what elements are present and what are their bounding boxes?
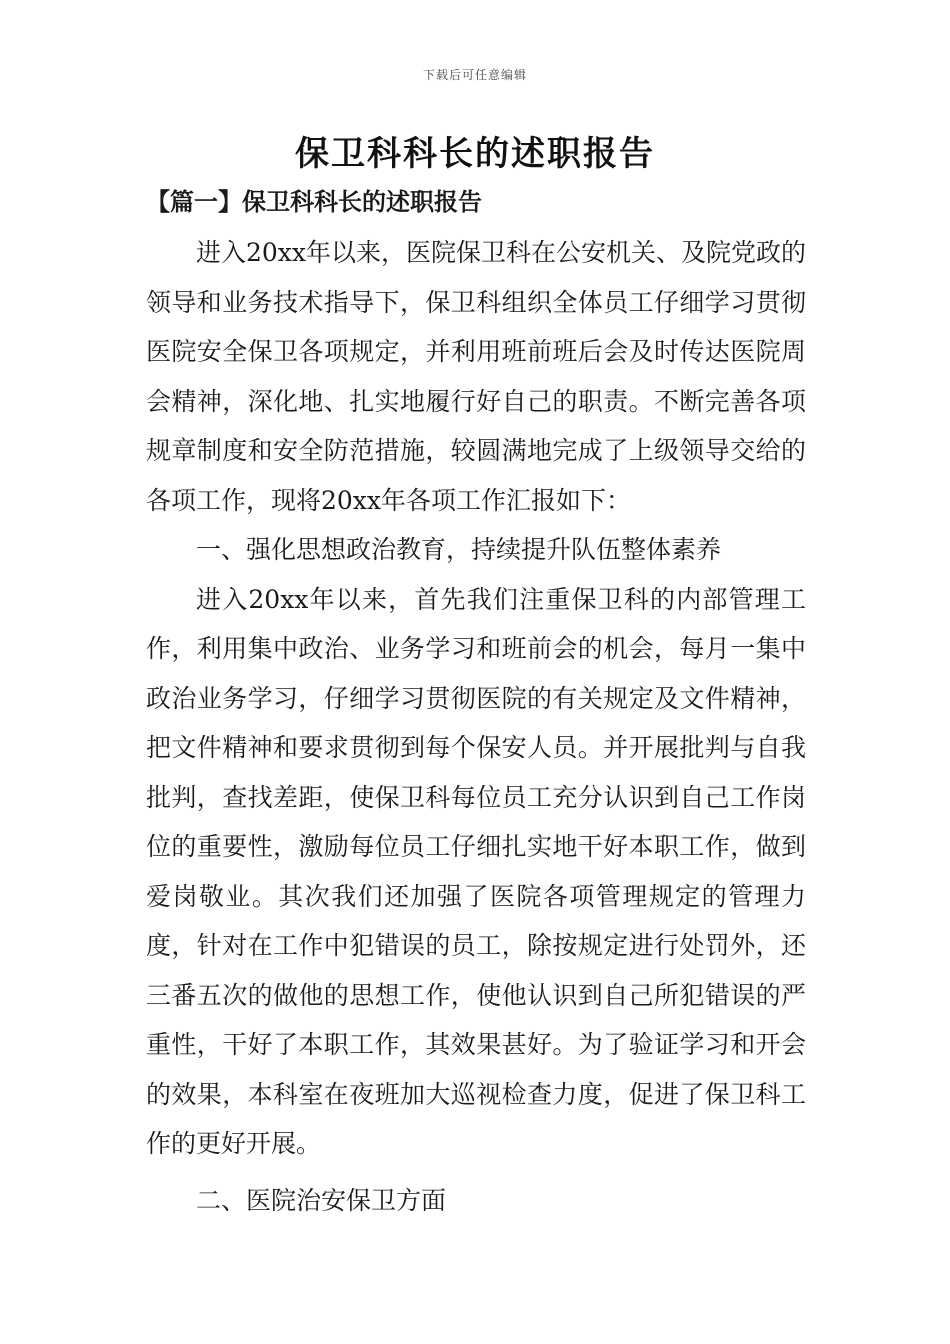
- section-heading-2: 二、医院治安保卫方面: [196, 1185, 447, 1215]
- section-subtitle: 【篇一】保卫科科长的述职报告: [146, 187, 482, 216]
- paragraph-section-1: 进入20xx年以来，首先我们注重保卫科的内部管理工作，利用集中政治、业务学习和班前会的机会，每月一集中政治业务学习，仔细学习贯彻医院的有关规定及文件精神，把文件精神和要求贯彻到每个保安人员。并开展批判与自我批判，查找差距，使保卫科每位员工充分认识到自己工作岗位的重要性，激励每位员工仔细扎实地干好本职工作，做到爱岗敬业。其次我们还加强了医院各项管理规定的管理力度，针对在工作中犯错误的员工，除按规定进行处罚外，还三番五次的做他的思想工作，使他认识到自己所犯错误的严重性，干好了本职工作，其效果甚好。为了验证学习和开会的效果，本科室在夜班加大巡视检查力度，促进了保卫科工作的更好开展。: [146, 584, 806, 1158]
- section-heading-1: 一、强化思想政治教育，持续提升队伍整体素养: [196, 535, 722, 564]
- header-note: 下载后可任意编辑: [422, 68, 527, 82]
- paragraph-intro: 进入20xx年以来，医院保卫科在公安机关、及院党政的领导和业务技术指导下，保卫科组织全体员工仔细学习贯彻医院安全保卫各项规定，并利用班前班后会及时传达医院周会精神，深化地、扎实地履行好自己的职责。不断完善各项规章制度和安全防范措施，较圆满地完成了上级领导交给的各项工作，现将20xx年各项工作汇报如下：: [146, 238, 807, 515]
- document-body: [146, 228, 806, 1225]
- document-title: 保卫科科长的述职报告: [295, 134, 655, 174]
